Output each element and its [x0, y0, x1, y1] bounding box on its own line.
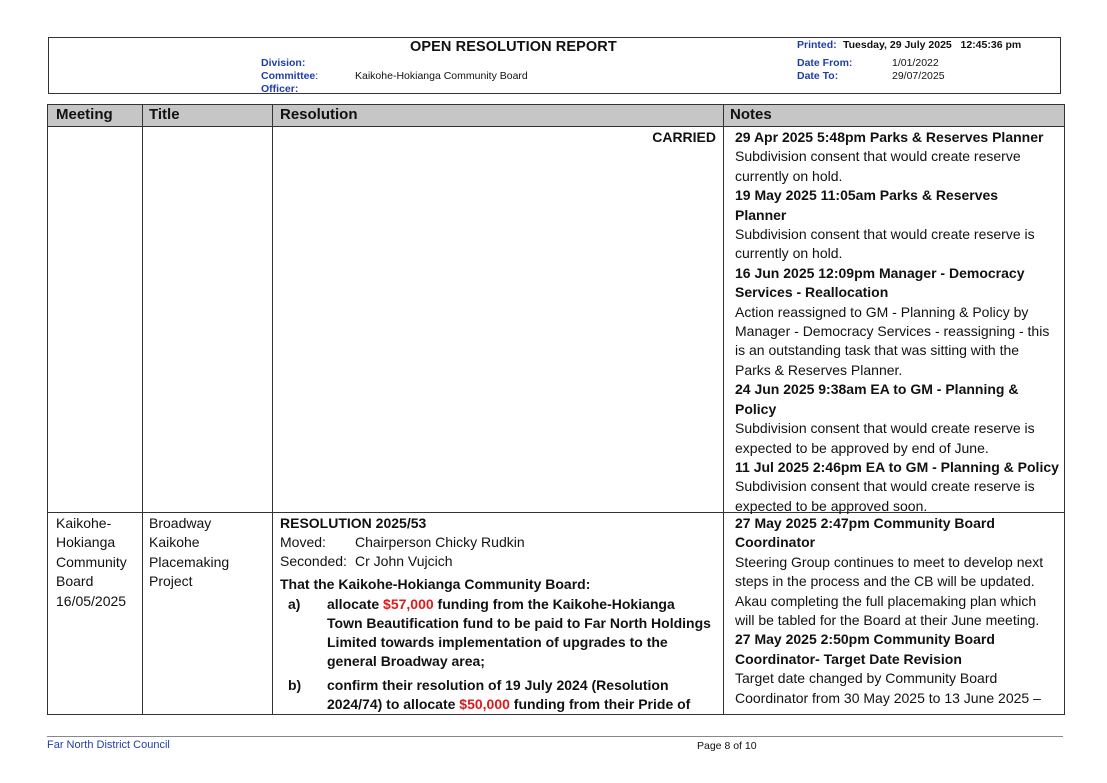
resolution-heading: RESOLUTION 2025/53 [280, 515, 427, 531]
note-text: Action reassigned to GM - Planning & Policy by [735, 303, 1029, 320]
note-text: expected to be approved soon. [735, 497, 928, 514]
title-line: Broadway [149, 515, 212, 531]
item-b-amount: $50,000 [459, 696, 510, 712]
meeting-line: Kaikohe- [56, 515, 112, 531]
note-text: currently on hold. [735, 245, 843, 262]
note-heading: Services - Reallocation [735, 284, 889, 301]
item-a-line: general Broadway area; [327, 653, 485, 669]
note-heading: Coordinator- Target Date Revision [735, 650, 962, 667]
note-heading: 24 Jun 2025 9:38am EA to GM - Planning & [735, 381, 1019, 398]
moved-label: Moved: [280, 534, 326, 550]
committee-value: Kaikohe-Hokianga Community Board [355, 70, 528, 82]
note-text: Subdivision consent that would create reserve is [735, 420, 1035, 437]
printed-value: Tuesday, 29 July 2025 12:45:36 pm [843, 39, 1022, 51]
item-a-label: a) [288, 596, 301, 612]
note-heading: 16 Jun 2025 12:09pm Manager - Democracy [735, 264, 1025, 281]
note-text: Subdivision consent that would create reserve [735, 148, 1021, 165]
row1-notes [735, 128, 1065, 516]
note-text: Subdivision consent that would create reserve is [735, 478, 1035, 495]
item-a-amount: $57,000 [383, 596, 434, 612]
item-b-line: confirm their resolution of 19 July 2024 (Resolution [327, 677, 669, 693]
table-header-row [48, 105, 1064, 126]
date-from-value: 1/01/2022 [892, 57, 939, 69]
moved-value: Chairperson Chicky Rudkin [355, 534, 525, 550]
note-heading: 11 Jul 2025 2:46pm EA to GM - Planning & Policy [735, 458, 1059, 475]
date-to-label: Date To: [797, 70, 839, 82]
committee-label: Committee: [261, 70, 319, 82]
note-heading: 27 May 2025 2:50pm Community Board [735, 631, 995, 648]
note-text: Target date changed by Community Board [735, 670, 998, 687]
footer-divider [47, 736, 1063, 737]
resolution-intro: That the Kaikohe-Hokianga Community Board: [280, 576, 591, 592]
seconded-value: Cr John Vujcich [355, 553, 453, 569]
page-number: Page 8 of 10 [697, 740, 757, 752]
note-text: steps in the process and the CB will be updated. [735, 573, 1035, 590]
note-text: currently on hold. [735, 167, 843, 184]
col-title-header: Title [149, 106, 180, 123]
col-divider [272, 105, 273, 714]
note-text: Akau completing the full placemaking plan which [735, 592, 1037, 609]
note-text: Manager - Democracy Services - reassigning - this [735, 323, 1050, 340]
row2-notes [735, 514, 1065, 708]
officer-label: Officer: [261, 83, 299, 95]
note-heading: 19 May 2025 11:05am Parks & Reserves [735, 187, 999, 204]
col-resolution-header: Resolution [280, 106, 358, 123]
resolution-status: CARRIED [652, 129, 716, 145]
col-divider [723, 105, 724, 714]
report-header [48, 37, 1061, 94]
printed-label: Printed: [797, 39, 837, 51]
note-heading: Policy [735, 400, 777, 417]
item-b-line: 2024/74) to allocate $50,000 funding from their Pride of [327, 696, 691, 712]
note-text: Steering Group continues to meet to develop next [735, 553, 1044, 570]
note-text: Coordinator from 30 May 2025 to 13 June 2025 – [735, 689, 1041, 706]
col-divider [142, 105, 143, 714]
note-text: Subdivision consent that would create reserve is [735, 226, 1035, 243]
note-heading: Planner [735, 206, 787, 223]
row-divider [48, 126, 1064, 127]
title-line: Placemaking [149, 553, 230, 570]
meeting-line: Community [56, 553, 127, 570]
title-line: Kaikohe [149, 534, 200, 551]
col-notes-header: Notes [730, 106, 772, 123]
note-text: is an outstanding task that was sitting with the [735, 342, 1020, 359]
item-a-line: Town Beautification fund to be paid to Far North Holdings [327, 615, 711, 631]
note-text: expected to be approved by end of June. [735, 439, 989, 456]
date-to-value: 29/07/2025 [892, 70, 945, 82]
title-line: Project [149, 573, 193, 590]
report-title: OPEN RESOLUTION REPORT [410, 39, 617, 55]
note-heading: 29 Apr 2025 5:48pm Parks & Reserves Planner [735, 129, 1044, 145]
item-a-line: allocate $57,000 funding from the Kaikohe-Hokianga [327, 596, 675, 612]
note-text: Parks & Reserves Planner. [735, 361, 903, 378]
meeting-line: Board [56, 573, 94, 590]
row2-meeting [56, 514, 142, 611]
division-label: Division: [261, 57, 306, 69]
footer-organisation: Far North District Council [47, 739, 170, 751]
meeting-date: 16/05/2025 [56, 592, 127, 609]
seconded-label: Seconded: [280, 553, 347, 569]
item-a-line: Limited towards implementation of upgrades to the [327, 634, 668, 650]
meeting-line: Hokianga [56, 534, 116, 551]
row2-title [149, 514, 271, 592]
resolution-table [47, 104, 1065, 715]
col-meeting-header: Meeting [56, 106, 113, 123]
note-heading: Coordinator [735, 534, 816, 551]
item-b-label: b) [288, 677, 302, 693]
note-text: will be tabled for the Board at their June meeting. [735, 612, 1040, 629]
date-from-label: Date From: [797, 57, 853, 69]
note-heading: 27 May 2025 2:47pm Community Board [735, 515, 995, 531]
